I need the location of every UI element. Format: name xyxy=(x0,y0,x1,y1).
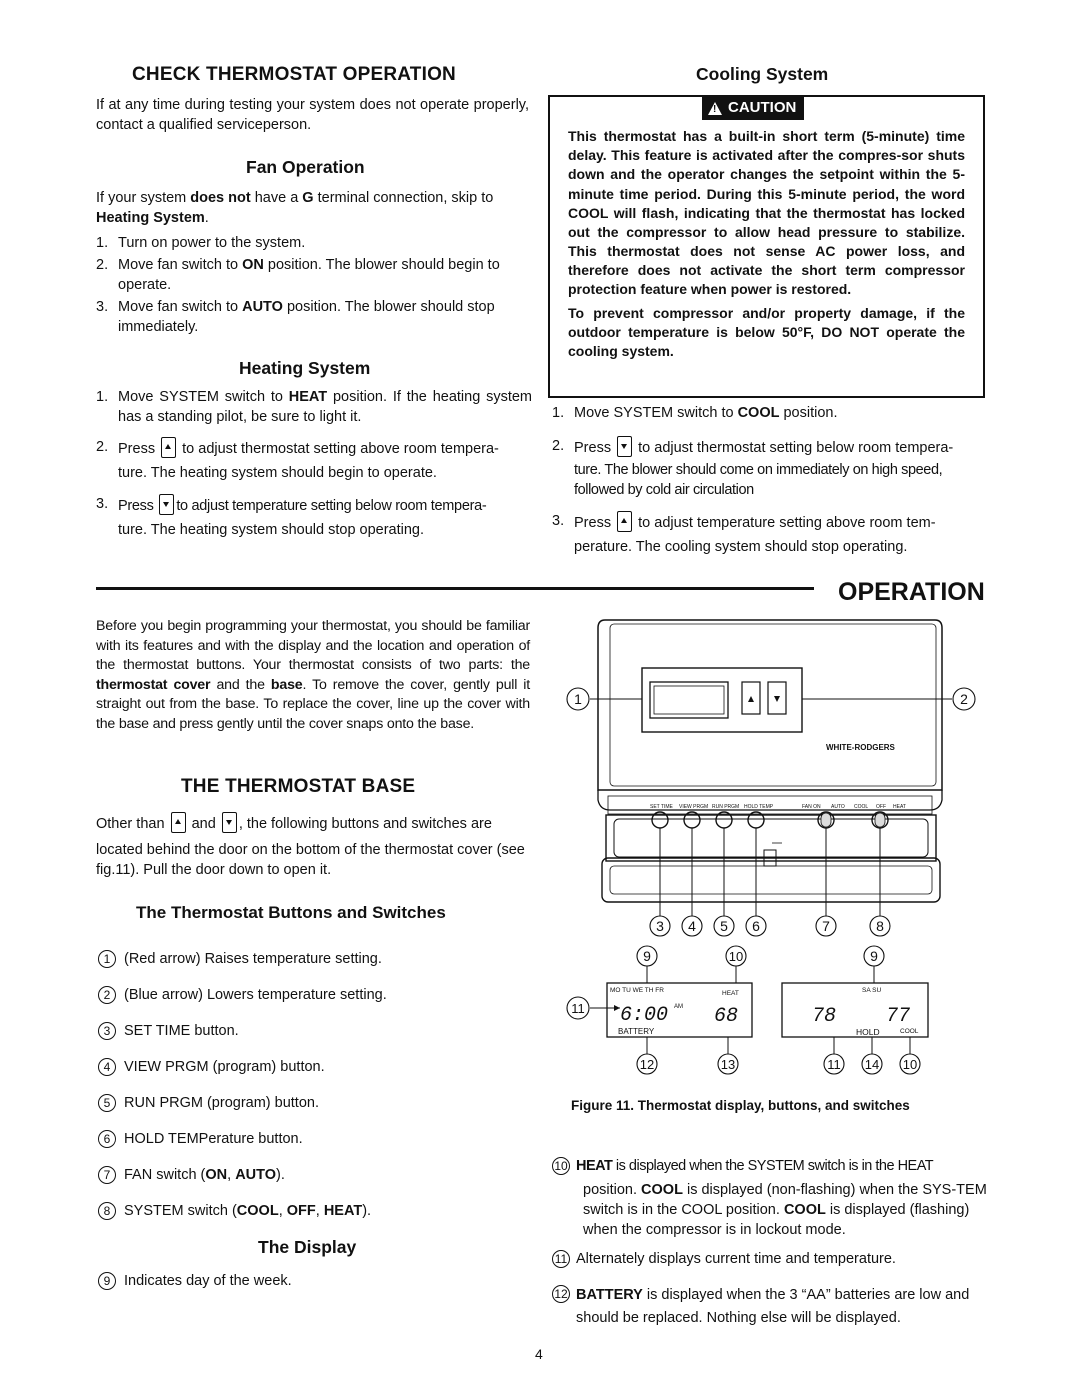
display-item-12: 12 BATTERY is displayed when the 3 “AA” batteries are low and should be replaced. Nothing else will be displayed. xyxy=(552,1284,988,1331)
heat-switch-label: HEAT xyxy=(893,804,906,810)
caution-box xyxy=(548,95,985,398)
heating-system-title: Heating System xyxy=(239,358,371,378)
cooling-system-title: Cooling System xyxy=(696,64,829,84)
list-item: 2 (Blue arrow) Lowers temperature setting. xyxy=(98,977,534,1013)
lcd-hold: HOLD xyxy=(856,1027,880,1037)
cool-switch-label: COOL xyxy=(854,804,869,810)
fan-step-3: 3. Move fan switch to AUTO position. The blower should stop immediately. xyxy=(96,299,495,335)
cooling-step-1: 1. Move SYSTEM switch to COOL position. xyxy=(552,405,838,421)
fan-intro: If your system does not have a G terminal connection, skip to Heating System. xyxy=(96,190,494,226)
list-item: 3 SET TIME button. xyxy=(98,1013,534,1049)
buttons-list xyxy=(98,941,534,1229)
section-rule xyxy=(96,587,814,590)
callout-5: 5 xyxy=(720,918,728,934)
callout-9: 9 xyxy=(643,948,651,964)
up-arrow-button-icon xyxy=(617,511,632,532)
lcd-heat: HEAT xyxy=(722,990,739,997)
thermostat-figure xyxy=(550,610,990,1080)
check-thermostat-operation-title: CHECK THERMOSTAT OPERATION xyxy=(132,64,456,85)
callout-11: 11 xyxy=(571,1001,585,1016)
buttons-switches-title: The Thermostat Buttons and Switches xyxy=(136,903,446,922)
callout-10b: 10 xyxy=(902,1057,918,1072)
lcd-time: 6:00 xyxy=(620,1004,669,1027)
lcd-weekend: SA SU xyxy=(862,987,882,994)
fan-steps xyxy=(96,233,532,337)
heating-step-1: 1. Move SYSTEM switch to HEAT position. If the heating system has a standing pilot, be sure to light it. xyxy=(96,389,533,425)
caution-paragraph-2: To prevent compressor and/or property damage, if the outdoor temperature is below 50°F, DO NOT operate the cooling system. xyxy=(568,304,965,359)
fan-step-1: 1. Turn on power to the system. xyxy=(96,235,306,251)
list-item: 4 VIEW PRGM (program) button. xyxy=(98,1049,534,1085)
lcd-am: AM xyxy=(674,1004,683,1010)
up-arrow-button-icon xyxy=(171,812,186,833)
check-intro: If at any time during testing your system does not operate properly, contact a qualified serviceperson. xyxy=(96,97,529,133)
heating-step-2: 2. Press to adjust thermostat setting above room tempera- ture. The heating system should begin to operate. xyxy=(96,439,499,481)
hold-temp-label: HOLD TEMP xyxy=(744,804,774,810)
set-time-label: SET TIME xyxy=(650,804,673,810)
list-item: 5 RUN PRGM (program) button. xyxy=(98,1085,534,1121)
operation-intro: Before you begin programming your thermostat, you should be familiar with its features and with the display and the location and operation of the thermostat buttons. Your thermostat consists of two parts: the thermostat cover and the base. To remove the cover, gently pull it straight out from the base. To replace the cover, line up the cover with the base and press gently until the cover snaps onto the base. xyxy=(96,618,531,732)
list-item: 1 (Red arrow) Raises temperature setting. xyxy=(98,941,534,977)
cooling-step-2: 2. Press to adjust thermostat setting below room tempera- ture. The blower should come on immediately on high speed, followed by cold air circulation xyxy=(552,438,954,498)
operation-title: OPERATION xyxy=(838,578,985,606)
list-item: 7 FAN switch (ON, AUTO). xyxy=(98,1157,534,1193)
caution-paragraph-1: This thermostat has a built-in short term (5-minute) time delay. This feature is activated after the compres-sor shuts down and the operator changes the setpoint within the 5-minute time period. During this 5-minute period, the word COOL will flash, indicating that the thermostat has locked out the compressor to allow head pressure to stabilize. This thermostat does not sense AC power loss, and therefore does not activate the short term compressor protection feature when power is restored. xyxy=(568,128,965,298)
down-arrow-button-icon xyxy=(222,812,237,833)
callout-13: 13 xyxy=(720,1057,736,1072)
callout-14: 14 xyxy=(864,1057,880,1072)
callout-7: 7 xyxy=(822,918,830,934)
lcd-temp-1: 78 xyxy=(812,1005,837,1028)
callout-8: 8 xyxy=(876,918,884,934)
warning-triangle-icon xyxy=(708,102,722,115)
cooling-step-3: 3. Press to adjust temperature setting above room tem- perature. The cooling system should stop operating. xyxy=(552,513,936,555)
fan-operation-title: Fan Operation xyxy=(246,157,365,177)
figure-caption: Figure 11. Thermostat display, buttons, and switches xyxy=(571,1098,910,1113)
callout-10: 10 xyxy=(728,949,744,964)
view-prgm-label: VIEW PRGM xyxy=(679,804,709,810)
fan-step-2: 2. Move fan switch to ON position. The blower should begin to operate. xyxy=(96,257,500,293)
lcd-cool: COOL xyxy=(900,1028,919,1035)
display-item-10: 10 HEAT is displayed when the SYSTEM switch is in the HEAT position. COOL is displayed (non-flashing) when the SYS-TEM switch is in the COOL position. COOL is displayed (flashing) when the compressor is in lockout mode. xyxy=(552,1156,988,1240)
list-item: 8 SYSTEM switch (COOL, OFF, HEAT). xyxy=(98,1193,534,1229)
lcd-battery: BATTERY xyxy=(618,1027,655,1036)
up-arrow-button-icon xyxy=(161,437,176,458)
off-switch-label: OFF xyxy=(876,804,886,810)
callout-3: 3 xyxy=(656,918,664,934)
auto-label: AUTO xyxy=(831,804,845,810)
callout-11b: 11 xyxy=(827,1057,841,1072)
display-item-11: 11 Alternately displays current time and temperature. xyxy=(552,1249,988,1269)
thermostat-base-title: THE THERMOSTAT BASE xyxy=(181,776,416,797)
down-arrow-button-icon xyxy=(159,494,174,515)
callout-4: 4 xyxy=(688,918,696,934)
page-number: 4 xyxy=(535,1346,543,1362)
run-prgm-label: RUN PRGM xyxy=(712,804,740,810)
heating-step-3: 3. Press to adjust temperature setting below room tempera- ture. The heating system should stop operating. xyxy=(96,496,487,538)
callout-9b: 9 xyxy=(870,948,878,964)
base-text: Other than and , the following buttons and switches are located behind the door on the bottom of the thermostat cover (see fig.11). Pull the door down to open it. xyxy=(96,812,532,880)
list-item: 9 Indicates day of the week. xyxy=(98,1271,292,1291)
list-item: 6 HOLD TEMPerature button. xyxy=(98,1121,534,1157)
brand-logo: WHITE-RODGERS xyxy=(826,743,895,752)
callout-2: 2 xyxy=(960,691,968,707)
callout-6: 6 xyxy=(752,918,760,934)
caution-label: ! CAUTION xyxy=(702,97,804,120)
down-arrow-button-icon xyxy=(617,436,632,457)
lcd-temp-2: 77 xyxy=(886,1005,911,1028)
callout-12: 12 xyxy=(639,1057,655,1072)
display-title: The Display xyxy=(258,1237,357,1257)
lcd-weekdays: MO TU WE TH FR xyxy=(610,987,664,994)
fan-on-label: FAN ON xyxy=(802,804,821,810)
callout-1: 1 xyxy=(574,691,582,707)
lcd-temp: 68 xyxy=(714,1005,739,1028)
